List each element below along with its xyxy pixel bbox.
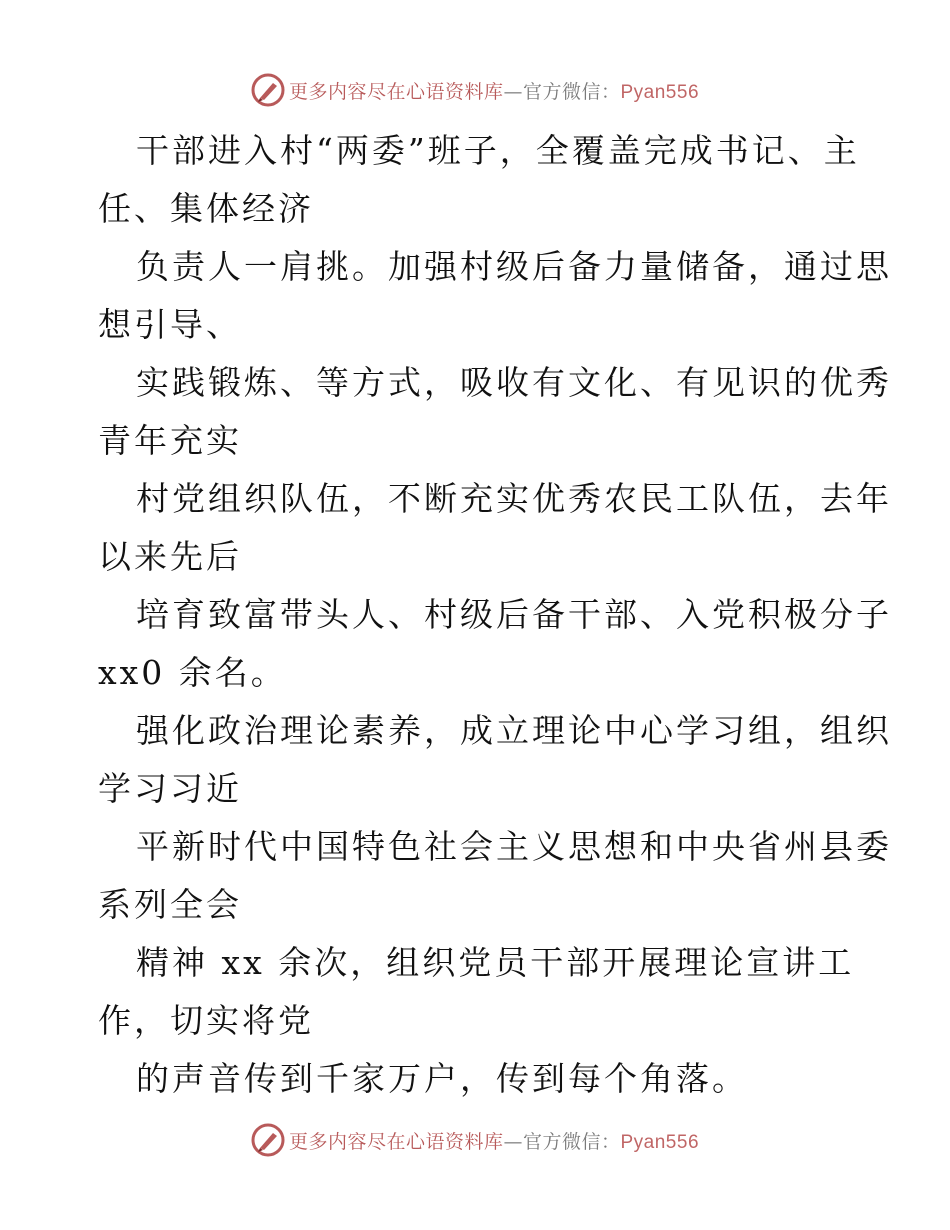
text-line: 作，切实将党	[98, 1001, 314, 1040]
text-line: 精神 xx 余次，组织党员干部开展理论宣讲工	[136, 943, 855, 982]
text-line: 系列全会	[98, 885, 242, 924]
header-watermark	[0, 70, 950, 110]
text-line: 强化政治理论素养，成立理论中心学习组，组织	[136, 711, 892, 750]
text-line: 学习习近	[98, 769, 242, 808]
text-line: 村党组织队伍，不断充实优秀农民工队伍，去年	[136, 479, 892, 518]
text-line: 以来先后	[98, 537, 242, 576]
text-line: xx0 余名。	[98, 653, 287, 692]
watermark-text: 更多内容尽在心语资料库—官方微信：Pyan556	[288, 1130, 700, 1153]
text-line: 实践锻炼、等方式，吸收有文化、有见识的优秀	[136, 363, 892, 402]
text-line: 干部进入村“两委”班子，全覆盖完成书记、主	[136, 131, 860, 170]
text-line: 青年充实	[98, 421, 242, 460]
text-line: 的声音传到千家万户，传到每个角落。	[136, 1059, 748, 1098]
footer-watermark	[0, 1120, 950, 1160]
text-line: 任、集体经济	[98, 189, 314, 228]
watermark-text: 更多内容尽在心语资料库—官方微信：Pyan556	[288, 80, 700, 103]
text-line: 负责人一肩挑。加强村级后备力量储备，通过思	[136, 247, 892, 286]
pen-logo-icon	[251, 1123, 285, 1157]
text-line: 平新时代中国特色社会主义思想和中央省州县委	[136, 827, 892, 866]
document-body	[98, 122, 892, 1108]
text-line: 培育致富带头人、村级后备干部、入党积极分子	[136, 595, 892, 634]
pen-logo-icon	[251, 73, 285, 107]
text-line: 想引导、	[98, 305, 242, 344]
